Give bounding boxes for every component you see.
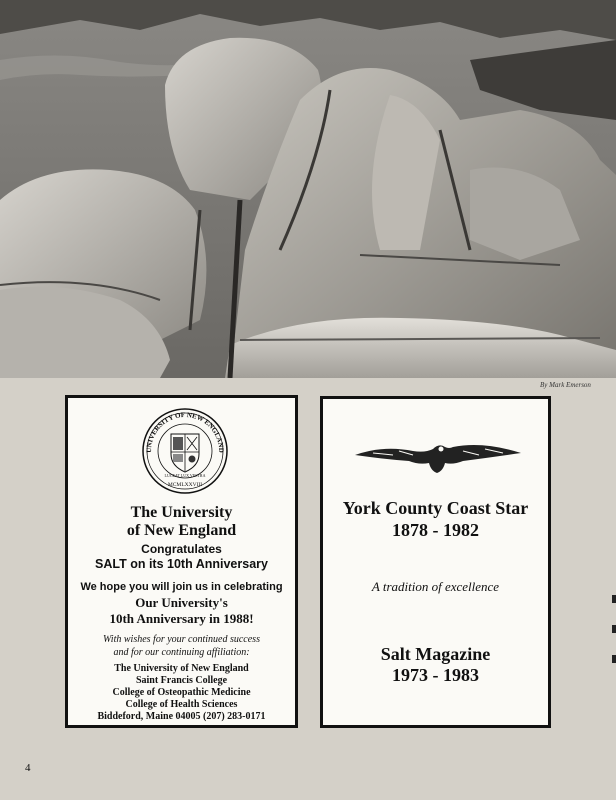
page-number: 4: [25, 762, 31, 774]
seal-ring-text: UNIVERSITY OF NEW ENGLAND: [144, 410, 226, 453]
university-title-line2: of New England: [126, 522, 237, 539]
wishes-line1: With wishes for your continued success: [103, 634, 260, 645]
university-address: Biddeford, Maine 04005 (207) 283-0171: [97, 711, 266, 722]
salt-magazine-years: 1973 - 1983: [392, 665, 479, 685]
seal-motto: LUCEAT LUX VESTRA: [164, 473, 206, 478]
rocks-illustration: [0, 0, 616, 378]
tradition-tagline: A tradition of excellence: [371, 579, 500, 594]
edge-mark: [612, 655, 616, 663]
coastal-rocks-photo: [0, 0, 616, 378]
salt-magazine-title: Salt Magazine: [380, 644, 491, 664]
institution-osteopathic: College of Osteopathic Medicine: [112, 687, 251, 698]
edge-mark: [612, 625, 616, 633]
seal-year: MCMLXXVIII: [167, 482, 203, 488]
congratulates-text: Congratulates: [141, 542, 222, 556]
york-county-ad: [320, 396, 551, 728]
anniversary-1988-text: 10th Anniversary in 1988!: [109, 611, 254, 626]
photo-credit: By Mark Emerson: [540, 381, 591, 389]
institution-une: The University of New England: [114, 663, 249, 674]
celebration-invite-text: We hope you will join us in celebrating: [80, 581, 283, 593]
salt-anniversary-text: SALT on its 10th Anniversary: [95, 557, 268, 571]
university-title-line1: The University: [130, 504, 233, 521]
wishes-line2: and for our continuing affiliation:: [113, 647, 250, 658]
institution-saint-francis: Saint Francis College: [135, 675, 228, 686]
edge-mark: [612, 595, 616, 603]
newspaper-name: York County Coast Star: [342, 498, 529, 518]
university-seal-icon: [140, 406, 230, 496]
institution-health-sciences: College of Health Sciences: [125, 699, 238, 710]
university-ad: [65, 395, 298, 728]
newspaper-years: 1878 - 1982: [392, 520, 479, 540]
our-university-text: Our University's: [135, 595, 228, 610]
eagle-icon: [353, 437, 523, 477]
